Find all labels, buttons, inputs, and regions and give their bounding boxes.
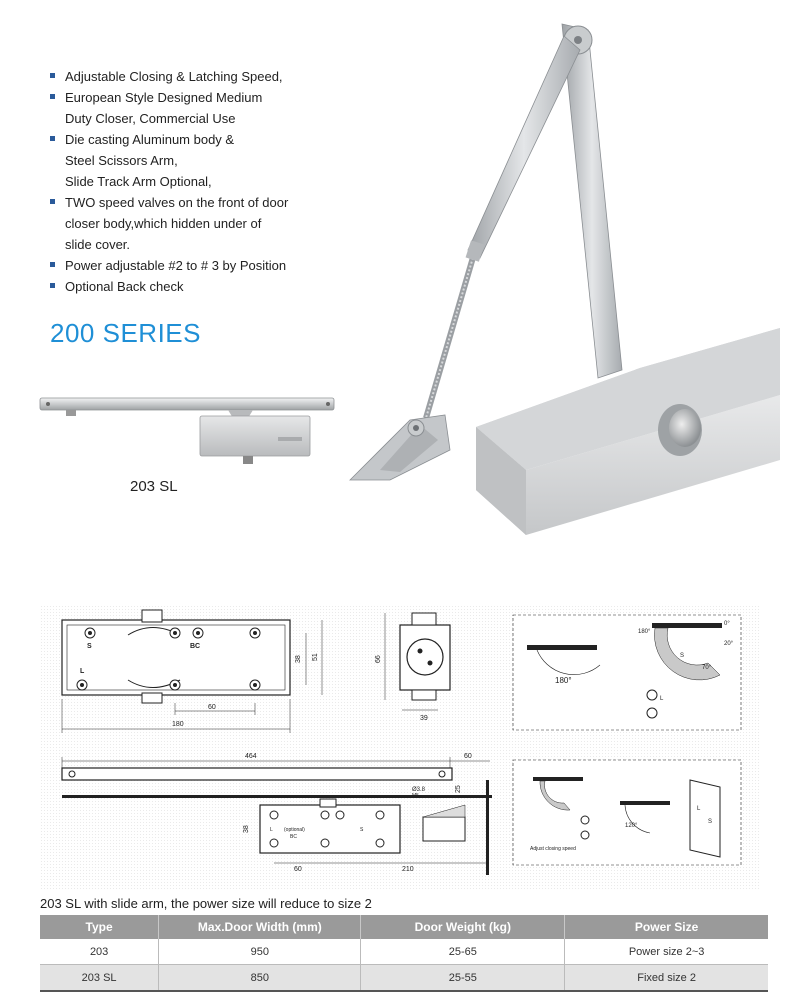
feature-item	[50, 66, 288, 87]
bullet-icon	[50, 199, 55, 204]
cell-type: 203	[40, 939, 159, 965]
dim-180: 180	[172, 721, 184, 728]
feature-list	[50, 66, 288, 297]
label-l-install2: L	[697, 806, 701, 812]
feature-item	[50, 255, 288, 276]
dim-464: 464	[245, 753, 257, 760]
feature-line: Duty Closer, Commercial Use	[65, 111, 236, 126]
dim-60-track: 60	[294, 866, 302, 873]
feature-line: closer body,which hidden under of	[65, 216, 262, 231]
power-size-note: 203 SL with slide arm, the power size will reduce to size 2	[40, 896, 372, 911]
table-header-row	[40, 915, 768, 939]
header-power-size: Power Size	[565, 915, 768, 939]
feature-line: slide cover.	[65, 237, 131, 252]
label-l-track: L	[270, 827, 273, 833]
slide-arm-closer-image	[38, 392, 338, 472]
bullet-icon	[50, 94, 55, 99]
label-d38: Ø3.8	[412, 787, 426, 793]
dim-66: 66	[375, 655, 382, 663]
angle-20: 20°	[724, 641, 734, 647]
bullet-icon	[50, 136, 55, 141]
cell-type: 203 SL	[40, 965, 159, 992]
label-bc-track: BC	[290, 834, 297, 840]
bullet-icon	[50, 262, 55, 267]
dim-38: 38	[295, 655, 302, 663]
feature-line: Optional Back check	[65, 279, 184, 294]
cell-door-weight: 25-65	[361, 939, 565, 965]
dim-25: 25	[455, 785, 462, 793]
label-m5: M5	[412, 793, 419, 799]
bullet-icon	[50, 73, 55, 78]
cell-door-width: 950	[159, 939, 361, 965]
feature-item	[50, 276, 288, 297]
feature-line: Adjustable Closing & Latching Speed,	[65, 69, 283, 84]
dim-39: 39	[420, 715, 428, 722]
series-title: 200 SERIES	[50, 318, 201, 348]
door-closer-image	[340, 10, 780, 540]
install-diagram-1	[513, 615, 741, 730]
feature-line: Die casting Aluminum body &	[65, 132, 235, 147]
angle-120: 120°	[625, 823, 638, 829]
bullet-icon	[50, 283, 55, 288]
dim-38-track: 38	[243, 825, 250, 833]
technical-drawings	[40, 605, 760, 890]
label-s-install2: S	[708, 819, 713, 825]
dim-51: 51	[312, 653, 319, 661]
dim-60: 60	[208, 704, 216, 711]
label-l-install: L	[660, 696, 664, 702]
feature-item	[50, 129, 288, 192]
angle-180: 180°	[638, 629, 651, 635]
label-s-track: S	[360, 827, 364, 833]
install-caption: Adjust closing speed	[530, 846, 576, 852]
label-s: S	[87, 643, 92, 650]
spec-table	[40, 915, 768, 992]
table-row	[40, 939, 768, 965]
cell-power-size: Power size 2~3	[565, 939, 768, 965]
label-l: L	[80, 668, 85, 675]
angle-70: 70°	[702, 665, 712, 671]
angle-180-main: 180°	[555, 676, 572, 685]
feature-line: European Style Designed Medium	[65, 90, 263, 105]
feature-line: TWO speed valves on the front of door	[65, 195, 289, 210]
header-type: Type	[40, 915, 159, 939]
install-diagram-2	[513, 760, 741, 865]
cell-door-width: 850	[159, 965, 361, 992]
header-door-weight: Door Weight (kg)	[361, 915, 565, 939]
label-optional: (optional)	[284, 827, 305, 833]
feature-line: Steel Scissors Arm,	[65, 153, 178, 168]
feature-line: Power adjustable #2 to # 3 by Position	[65, 258, 287, 273]
feature-item	[50, 192, 288, 255]
label-s-install: S	[680, 653, 685, 659]
table-row	[40, 965, 768, 992]
angle-0: 0°	[724, 621, 730, 627]
cell-power-size: Fixed size 2	[565, 965, 768, 992]
dim-60-end: 60	[464, 753, 472, 760]
model-label: 203 SL	[130, 478, 178, 495]
feature-line: Slide Track Arm Optional,	[65, 174, 212, 189]
header-door-width: Max.Door Width (mm)	[159, 915, 361, 939]
label-bc: BC	[190, 643, 201, 650]
feature-item	[50, 87, 288, 129]
dim-210: 210	[402, 866, 414, 873]
cell-door-weight: 25-55	[361, 965, 565, 992]
